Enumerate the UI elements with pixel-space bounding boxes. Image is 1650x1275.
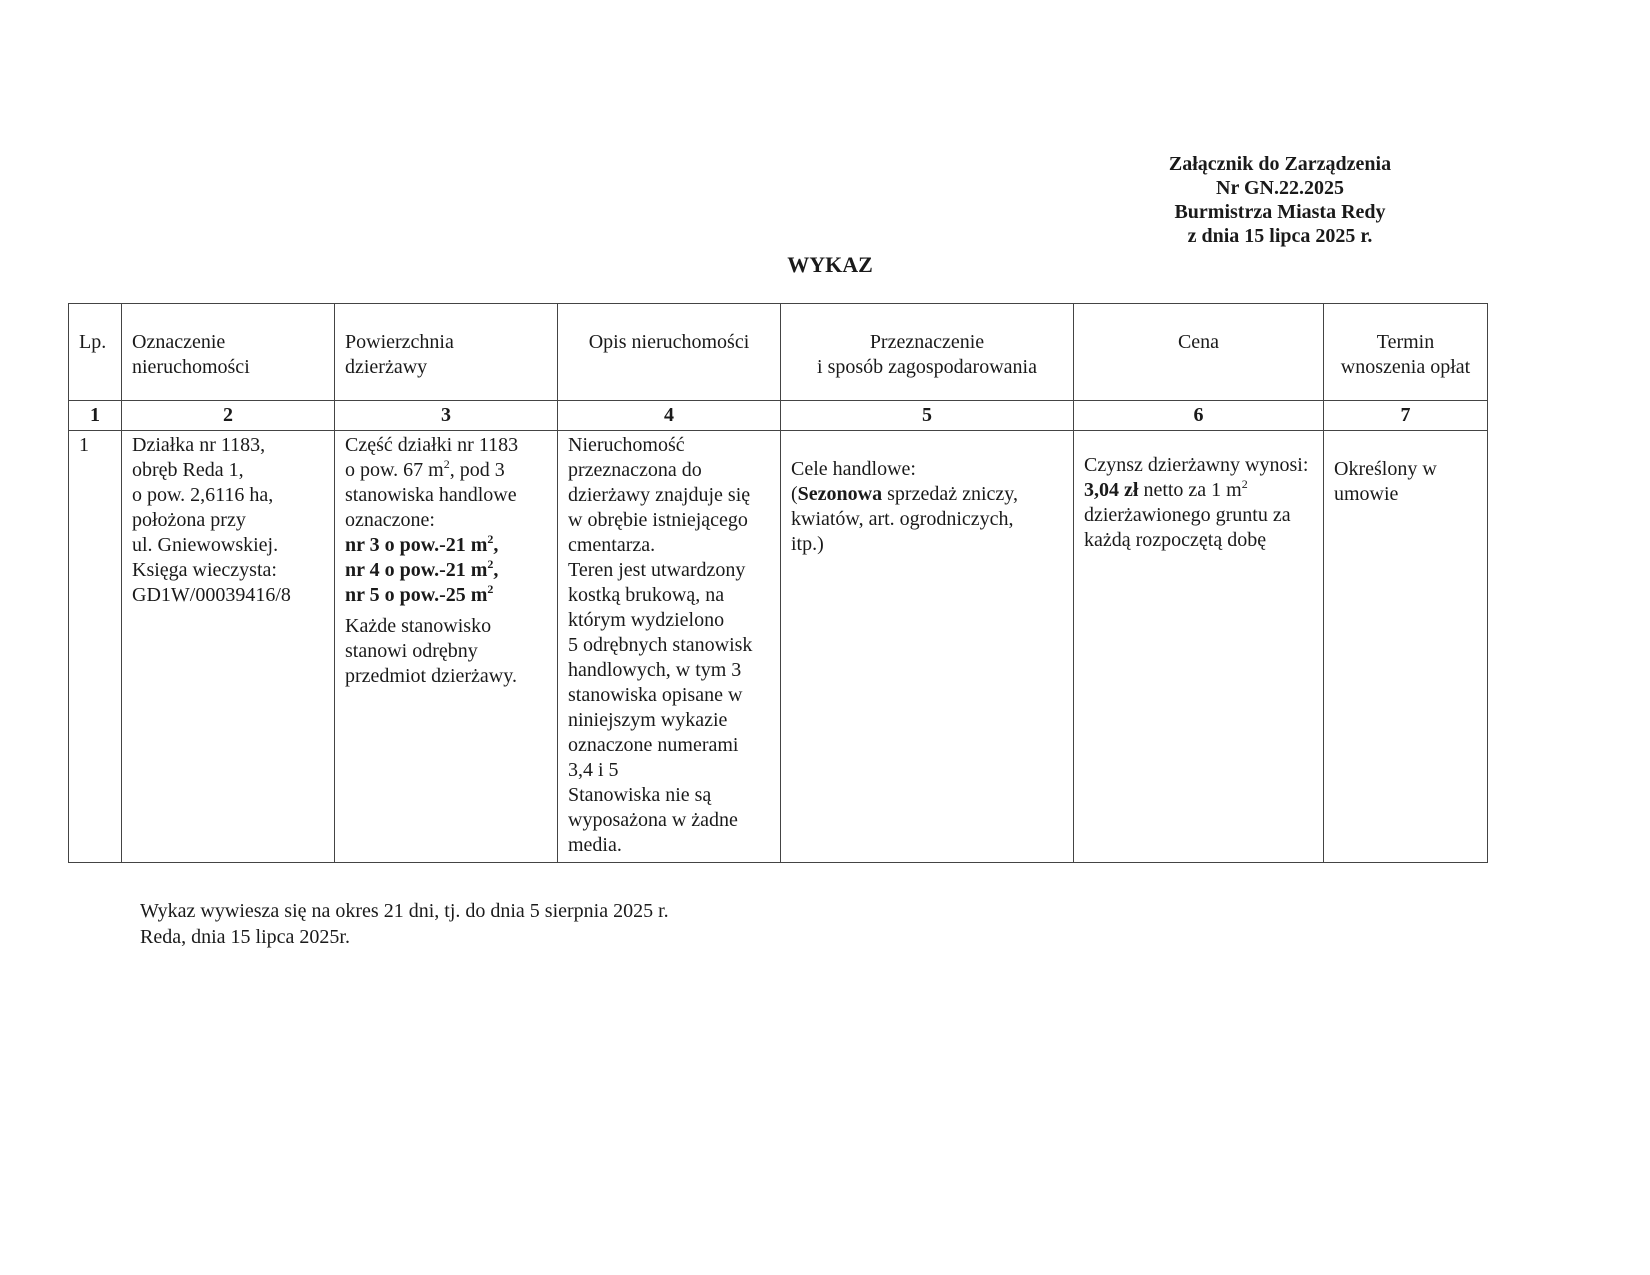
header-line-2: Nr GN.22.2025 <box>1216 177 1344 199</box>
stand-4: nr 4 o pow.-21 $m^2$, <box>345 557 499 581</box>
header-oznaczenie: Oznaczenie nieruchomości <box>122 304 335 401</box>
column-number: 1 <box>69 401 122 431</box>
property-table <box>68 303 1488 863</box>
header-powierzchnia: Powierzchnia dzierżawy <box>335 304 558 401</box>
stand-3: nr 3 o pow.-21 $m^2$, <box>345 532 499 556</box>
header-cena: Cena <box>1074 304 1324 401</box>
header-line-4: z dnia 15 lipca 2025 r. <box>1187 225 1373 247</box>
cell-oznaczenie: Działka nr 1183, obręb Reda 1, o pow. 2,6116 ha, położona przy ul. Gniewowskiej. Księga wieczysta: GD1W/00039416/8 <box>122 431 335 863</box>
footer-line-2: Reda, dnia 15 lipca 2025r. <box>140 926 350 948</box>
document-title: WYKAZ <box>787 252 873 277</box>
column-number-row <box>69 401 1488 431</box>
footer-note <box>140 898 669 950</box>
cell-lp: 1 <box>69 431 122 863</box>
header-opis: Opis nieruchomości <box>558 304 781 401</box>
header-lp: Lp. <box>69 304 122 401</box>
column-number: 5 <box>781 401 1074 431</box>
header-przeznaczenie: Przeznaczenie i sposób zagospodarowania <box>781 304 1074 401</box>
table-row <box>69 431 1488 863</box>
header-termin: Termin wnoszenia opłat <box>1324 304 1488 401</box>
footer-line-1: Wykaz wywiesza się na okres 21 dni, tj. do dnia 5 sierpnia 2025 r. <box>140 900 669 922</box>
header-line-3: Burmistrza Miasta Redy <box>1174 201 1386 223</box>
cell-termin: Określony w umowie <box>1324 431 1488 863</box>
column-number: 7 <box>1324 401 1488 431</box>
cell-opis: Nieruchomość przeznaczona do dzierżawy znajduje się w obrębie istniejącego cmentarza. Teren jest utwardzony kostką brukową, na którym wydzielono 5 odrębnych stanowisk handlowych, w tym 3 stanowiska opisane w niniejszym wykazie oznaczone numerami 3,4 i 5 Stanowiska nie są wyposażona w żadne media. <box>558 431 781 863</box>
attachment-header <box>1130 152 1430 248</box>
cell-powierzchnia: Część działki nr 1183 o pow. 67 $m^2$, pod 3 stanowiska handlowe oznaczone: nr 3 o pow.-21 $m^2$, nr 4 o pow.-21 $m^2$, nr 5 o pow.-25 $m^2$ Każde stanowisko stanowi odrębny przedmiot dzierżawy. <box>335 431 558 863</box>
table-header-row <box>69 304 1488 401</box>
header-line-1: Załącznik do Zarządzenia <box>1168 153 1392 175</box>
stand-5: nr 5 o pow.-25 $m^2$ <box>345 582 494 606</box>
column-number: 6 <box>1074 401 1324 431</box>
column-number: 4 <box>558 401 781 431</box>
column-number: 3 <box>335 401 558 431</box>
column-number: 2 <box>122 401 335 431</box>
cell-przeznaczenie: Cele handlowe: (Sezonowa sprzedaż zniczy, kwiatów, art. ogrodniczych, itp.) <box>781 431 1074 863</box>
cell-cena: Czynsz dzierżawny wynosi: 3,04 zł netto za 1 $m^2$ dzierżawionego gruntu za każdą rozpoczętą dobę <box>1074 431 1324 863</box>
